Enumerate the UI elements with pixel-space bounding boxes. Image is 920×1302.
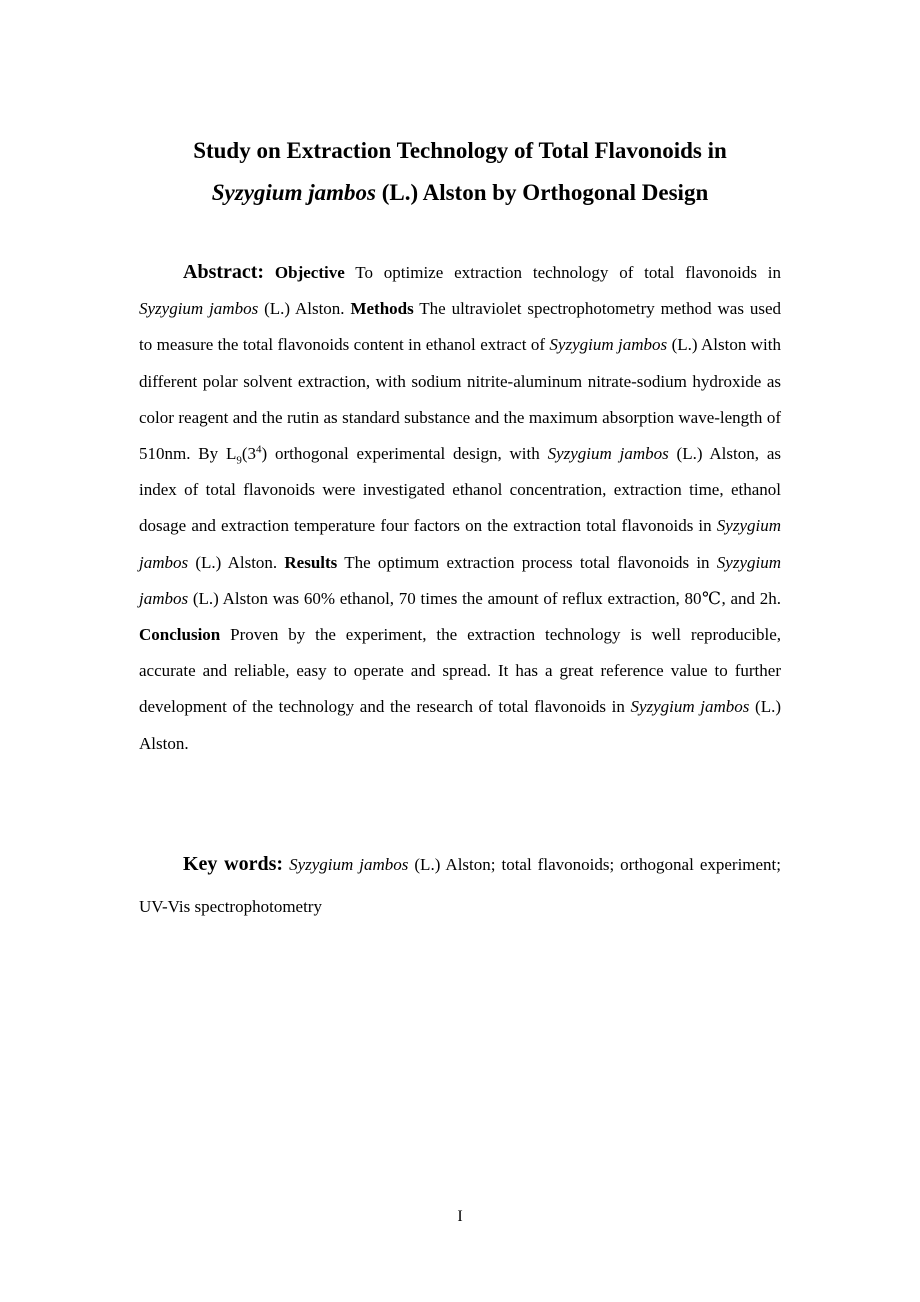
species-name: Syzygium jambos bbox=[139, 516, 781, 572]
title-species: Syzygium jambos bbox=[211, 180, 376, 205]
page-number: I bbox=[457, 1208, 463, 1225]
authority-text: (L.) Alston bbox=[188, 588, 268, 608]
design-superscript: 4 bbox=[256, 443, 262, 456]
methods-text: The ultraviolet spectrophotometry method was used to measure the total flavonoids content in ethanol extract of bbox=[139, 299, 781, 355]
species-name: Syzygium jambos bbox=[139, 552, 781, 608]
paper-title bbox=[100, 130, 820, 214]
authority-text: (L.) Alston. bbox=[139, 697, 781, 753]
results-label: Results bbox=[284, 552, 338, 572]
title-line-2 bbox=[100, 172, 820, 214]
abstract-section bbox=[139, 254, 781, 762]
methods-text: with different polar solvent extraction, with sodium nitrite-aluminum nitrate-sodium hydroxide as color reagent and the rutin as standard substance and the maximum absorption wave-length of 510nm. By L bbox=[139, 335, 781, 464]
keywords-section bbox=[139, 843, 781, 928]
species-name: Syzygium jambos bbox=[549, 335, 668, 355]
keywords-species: Syzygium jambos bbox=[289, 855, 409, 874]
objective-label: Objective bbox=[274, 263, 345, 282]
objective-text: To optimize extraction technology of total flavonoids in bbox=[344, 263, 781, 282]
methods-text: ) orthogonal experimental design, with bbox=[261, 444, 548, 464]
authority-text: (L.) Alston bbox=[667, 335, 747, 355]
keywords-paragraph bbox=[139, 843, 781, 928]
design-paren: (3 bbox=[241, 444, 257, 464]
conclusion-text: Proven by the experiment, the extraction technology is well reproducible, accurate and reliable, easy to operate and spread. It has a great reference value to further development of the technology and the research of total flavonoids in bbox=[139, 625, 781, 717]
keywords-text: (L.) Alston; total flavonoids; orthogonal experiment; UV-Vis spectrophotometry bbox=[139, 855, 782, 916]
species-name: Syzygium jambos bbox=[547, 444, 669, 464]
species-name: Syzygium jambos bbox=[630, 697, 750, 717]
methods-text: , as index of total flavonoids were investigated ethanol concentration, extraction time, ethanol dosage and extraction temperature four factors on the extraction total flavonoids in bbox=[139, 444, 781, 536]
results-text: The optimum extraction process total flavonoids in bbox=[337, 552, 717, 572]
abstract-heading: Abstract: bbox=[183, 261, 265, 283]
title-line-1: Study on Extraction Technology of Total Flavonoids in bbox=[193, 138, 727, 163]
species-name: Syzygium jambos bbox=[139, 299, 259, 319]
methods-label: Methods bbox=[350, 299, 414, 319]
authority-text: (L.) Alston. bbox=[188, 552, 285, 572]
keywords-heading: Key words: bbox=[183, 853, 284, 875]
authority-text: (L.) Alston. bbox=[258, 299, 351, 319]
design-subscript: 9 bbox=[236, 454, 242, 467]
authority-text: (L.) Alston bbox=[668, 444, 755, 464]
conclusion-label: Conclusion bbox=[139, 625, 221, 645]
results-text: was 60% ethanol, 70 times the amount of reflux extraction, 80℃, and 2h. bbox=[267, 588, 781, 608]
title-line-2-rest: (L.) Alston by Orthogonal Design bbox=[375, 180, 709, 205]
abstract-paragraph bbox=[139, 254, 781, 762]
